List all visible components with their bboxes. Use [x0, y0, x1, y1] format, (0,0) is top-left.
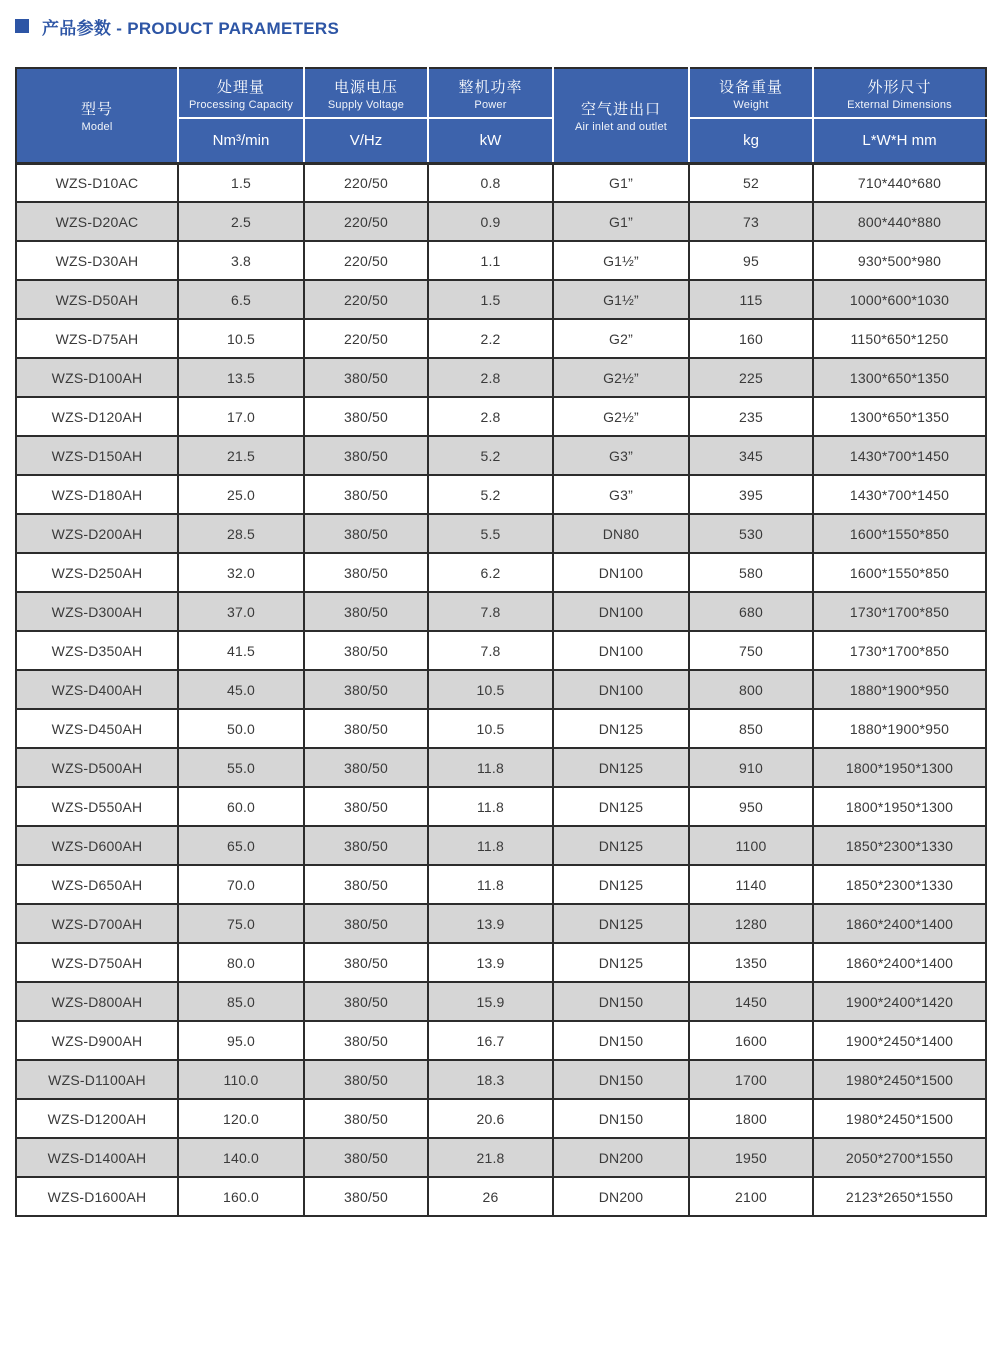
cell-dimensions: 2123*2650*1550: [813, 1177, 986, 1216]
table-row: [16, 748, 986, 787]
cell-air_inlet_outlet: DN125: [553, 865, 689, 904]
cell-air_inlet_outlet: DN125: [553, 787, 689, 826]
cell-voltage: 220/50: [304, 202, 428, 241]
cell-capacity: 65.0: [178, 826, 304, 865]
table-row: [16, 1138, 986, 1177]
cell-capacity: 25.0: [178, 475, 304, 514]
cell-air_inlet_outlet: DN200: [553, 1138, 689, 1177]
cell-weight: 680: [689, 592, 813, 631]
cell-weight: 1600: [689, 1021, 813, 1060]
cell-dimensions: 1860*2400*1400: [813, 943, 986, 982]
cell-power: 21.8: [428, 1138, 553, 1177]
cell-dimensions: 1900*2400*1420: [813, 982, 986, 1021]
cell-model: WZS-D250AH: [16, 553, 178, 592]
cell-air_inlet_outlet: DN150: [553, 1099, 689, 1138]
cell-power: 5.2: [428, 436, 553, 475]
table-header: [16, 68, 986, 163]
cell-power: 2.8: [428, 358, 553, 397]
cell-weight: 95: [689, 241, 813, 280]
cell-power: 1.1: [428, 241, 553, 280]
cell-voltage: 220/50: [304, 163, 428, 202]
cell-voltage: 380/50: [304, 514, 428, 553]
header-power-zh: 整机功率: [458, 78, 523, 96]
cell-voltage: 380/50: [304, 748, 428, 787]
cell-weight: 1450: [689, 982, 813, 1021]
cell-model: WZS-D650AH: [16, 865, 178, 904]
cell-model: WZS-D30AH: [16, 241, 178, 280]
table-row: [16, 514, 986, 553]
table-row: [16, 358, 986, 397]
cell-voltage: 380/50: [304, 358, 428, 397]
header-weight: [689, 68, 813, 118]
unit-dimensions: L*W*H mm: [813, 118, 986, 163]
header-model: [16, 68, 178, 163]
cell-capacity: 95.0: [178, 1021, 304, 1060]
cell-capacity: 60.0: [178, 787, 304, 826]
cell-model: WZS-D200AH: [16, 514, 178, 553]
cell-capacity: 13.5: [178, 358, 304, 397]
cell-voltage: 380/50: [304, 865, 428, 904]
cell-voltage: 380/50: [304, 982, 428, 1021]
header-power: [428, 68, 553, 118]
cell-air_inlet_outlet: DN125: [553, 748, 689, 787]
table-row: [16, 475, 986, 514]
cell-voltage: 380/50: [304, 826, 428, 865]
cell-voltage: 380/50: [304, 475, 428, 514]
cell-voltage: 220/50: [304, 241, 428, 280]
table-row: [16, 202, 986, 241]
header-voltage-en: Supply Voltage: [327, 98, 405, 111]
cell-capacity: 70.0: [178, 865, 304, 904]
header-voltage-zh: 电源电压: [333, 78, 398, 96]
cell-air_inlet_outlet: DN100: [553, 670, 689, 709]
cell-power: 10.5: [428, 670, 553, 709]
table-row: [16, 553, 986, 592]
title-square-bullet-icon: [15, 19, 29, 33]
table-row: [16, 1177, 986, 1216]
header-air-zh: 空气进出口: [580, 100, 661, 118]
cell-model: WZS-D400AH: [16, 670, 178, 709]
cell-voltage: 380/50: [304, 787, 428, 826]
cell-voltage: 220/50: [304, 280, 428, 319]
cell-air_inlet_outlet: G2½”: [553, 397, 689, 436]
cell-voltage: 380/50: [304, 1021, 428, 1060]
cell-capacity: 140.0: [178, 1138, 304, 1177]
cell-air_inlet_outlet: DN100: [553, 631, 689, 670]
cell-capacity: 1.5: [178, 163, 304, 202]
cell-weight: 1950: [689, 1138, 813, 1177]
cell-power: 11.8: [428, 787, 553, 826]
cell-power: 13.9: [428, 943, 553, 982]
cell-weight: 115: [689, 280, 813, 319]
cell-power: 5.5: [428, 514, 553, 553]
cell-weight: 52: [689, 163, 813, 202]
cell-weight: 160: [689, 319, 813, 358]
cell-dimensions: 800*440*880: [813, 202, 986, 241]
header-model-en: Model: [81, 120, 113, 133]
cell-weight: 73: [689, 202, 813, 241]
cell-air_inlet_outlet: G1”: [553, 163, 689, 202]
cell-dimensions: 1800*1950*1300: [813, 748, 986, 787]
cell-air_inlet_outlet: G3”: [553, 475, 689, 514]
cell-voltage: 380/50: [304, 1060, 428, 1099]
cell-dimensions: 1880*1900*950: [813, 670, 986, 709]
cell-model: WZS-D20AC: [16, 202, 178, 241]
cell-weight: 225: [689, 358, 813, 397]
cell-power: 13.9: [428, 904, 553, 943]
cell-model: WZS-D750AH: [16, 943, 178, 982]
cell-weight: 395: [689, 475, 813, 514]
cell-capacity: 75.0: [178, 904, 304, 943]
cell-model: WZS-D120AH: [16, 397, 178, 436]
cell-air_inlet_outlet: G3”: [553, 436, 689, 475]
cell-dimensions: 1150*650*1250: [813, 319, 986, 358]
cell-dimensions: 1980*2450*1500: [813, 1060, 986, 1099]
cell-capacity: 160.0: [178, 1177, 304, 1216]
cell-model: WZS-D350AH: [16, 631, 178, 670]
cell-dimensions: 1730*1700*850: [813, 631, 986, 670]
cell-model: WZS-D450AH: [16, 709, 178, 748]
cell-air_inlet_outlet: DN150: [553, 1060, 689, 1099]
header-dimensions-zh: 外形尺寸: [867, 78, 932, 96]
cell-weight: 1280: [689, 904, 813, 943]
header-dimensions-en: External Dimensions: [847, 98, 952, 111]
cell-power: 10.5: [428, 709, 553, 748]
cell-voltage: 380/50: [304, 943, 428, 982]
cell-weight: 530: [689, 514, 813, 553]
cell-power: 0.8: [428, 163, 553, 202]
cell-model: WZS-D1200AH: [16, 1099, 178, 1138]
cell-model: WZS-D10AC: [16, 163, 178, 202]
cell-voltage: 380/50: [304, 553, 428, 592]
cell-model: WZS-D150AH: [16, 436, 178, 475]
cell-voltage: 380/50: [304, 631, 428, 670]
cell-capacity: 32.0: [178, 553, 304, 592]
cell-capacity: 55.0: [178, 748, 304, 787]
cell-air_inlet_outlet: DN150: [553, 1021, 689, 1060]
table-row: [16, 787, 986, 826]
cell-model: WZS-D100AH: [16, 358, 178, 397]
cell-air_inlet_outlet: DN125: [553, 709, 689, 748]
header-air-inlet-outlet: [553, 68, 689, 163]
cell-voltage: 380/50: [304, 436, 428, 475]
header-air-en: Air inlet and outlet: [574, 120, 668, 133]
cell-weight: 1350: [689, 943, 813, 982]
cell-air_inlet_outlet: DN125: [553, 904, 689, 943]
header-capacity: [178, 68, 304, 118]
cell-air_inlet_outlet: G2”: [553, 319, 689, 358]
cell-voltage: 220/50: [304, 319, 428, 358]
cell-dimensions: 1300*650*1350: [813, 397, 986, 436]
cell-power: 20.6: [428, 1099, 553, 1138]
cell-power: 11.8: [428, 865, 553, 904]
unit-voltage: V/Hz: [304, 118, 428, 163]
cell-model: WZS-D1100AH: [16, 1060, 178, 1099]
cell-dimensions: 1880*1900*950: [813, 709, 986, 748]
cell-weight: 850: [689, 709, 813, 748]
unit-capacity: Nm³/min: [178, 118, 304, 163]
cell-dimensions: 1730*1700*850: [813, 592, 986, 631]
cell-air_inlet_outlet: DN125: [553, 943, 689, 982]
cell-air_inlet_outlet: DN150: [553, 982, 689, 1021]
cell-air_inlet_outlet: DN80: [553, 514, 689, 553]
table-row: [16, 163, 986, 202]
cell-model: WZS-D1600AH: [16, 1177, 178, 1216]
cell-capacity: 2.5: [178, 202, 304, 241]
cell-model: WZS-D75AH: [16, 319, 178, 358]
cell-model: WZS-D50AH: [16, 280, 178, 319]
cell-weight: 580: [689, 553, 813, 592]
cell-dimensions: 1600*1550*850: [813, 553, 986, 592]
cell-voltage: 380/50: [304, 397, 428, 436]
cell-power: 5.2: [428, 475, 553, 514]
cell-power: 11.8: [428, 748, 553, 787]
header-weight-zh: 设备重量: [718, 78, 783, 96]
cell-weight: 800: [689, 670, 813, 709]
cell-power: 2.2: [428, 319, 553, 358]
cell-weight: 345: [689, 436, 813, 475]
cell-model: WZS-D600AH: [16, 826, 178, 865]
cell-dimensions: 1800*1950*1300: [813, 787, 986, 826]
cell-weight: 750: [689, 631, 813, 670]
cell-capacity: 110.0: [178, 1060, 304, 1099]
cell-dimensions: 710*440*680: [813, 163, 986, 202]
cell-capacity: 45.0: [178, 670, 304, 709]
header-dimensions: [813, 68, 986, 118]
cell-model: WZS-D500AH: [16, 748, 178, 787]
table-body: [16, 163, 986, 1216]
table-row: [16, 631, 986, 670]
cell-model: WZS-D900AH: [16, 1021, 178, 1060]
cell-air_inlet_outlet: G1”: [553, 202, 689, 241]
cell-power: 7.8: [428, 631, 553, 670]
cell-voltage: 380/50: [304, 1099, 428, 1138]
cell-weight: 1140: [689, 865, 813, 904]
cell-dimensions: 1860*2400*1400: [813, 904, 986, 943]
cell-voltage: 380/50: [304, 709, 428, 748]
cell-weight: 1800: [689, 1099, 813, 1138]
cell-dimensions: 1430*700*1450: [813, 475, 986, 514]
cell-dimensions: 930*500*980: [813, 241, 986, 280]
table-row: [16, 1099, 986, 1138]
cell-model: WZS-D800AH: [16, 982, 178, 1021]
header-capacity-zh: 处理量: [216, 78, 265, 96]
table-row: [16, 397, 986, 436]
cell-dimensions: 1000*600*1030: [813, 280, 986, 319]
cell-weight: 2100: [689, 1177, 813, 1216]
header-power-en: Power: [474, 98, 507, 111]
cell-voltage: 380/50: [304, 670, 428, 709]
cell-capacity: 17.0: [178, 397, 304, 436]
cell-air_inlet_outlet: G2½”: [553, 358, 689, 397]
unit-weight: kg: [689, 118, 813, 163]
cell-weight: 910: [689, 748, 813, 787]
cell-capacity: 37.0: [178, 592, 304, 631]
cell-air_inlet_outlet: DN100: [553, 553, 689, 592]
table-row: [16, 670, 986, 709]
cell-dimensions: 1300*650*1350: [813, 358, 986, 397]
cell-voltage: 380/50: [304, 904, 428, 943]
unit-power: kW: [428, 118, 553, 163]
cell-dimensions: 1430*700*1450: [813, 436, 986, 475]
cell-capacity: 50.0: [178, 709, 304, 748]
cell-air_inlet_outlet: DN100: [553, 592, 689, 631]
cell-voltage: 380/50: [304, 592, 428, 631]
cell-weight: 235: [689, 397, 813, 436]
cell-power: 18.3: [428, 1060, 553, 1099]
cell-dimensions: 1850*2300*1330: [813, 826, 986, 865]
table-row: [16, 319, 986, 358]
cell-capacity: 6.5: [178, 280, 304, 319]
cell-weight: 1700: [689, 1060, 813, 1099]
cell-dimensions: 1900*2450*1400: [813, 1021, 986, 1060]
product-parameters-table: [15, 67, 987, 1217]
cell-capacity: 41.5: [178, 631, 304, 670]
cell-capacity: 10.5: [178, 319, 304, 358]
cell-capacity: 21.5: [178, 436, 304, 475]
cell-capacity: 80.0: [178, 943, 304, 982]
table-row: [16, 826, 986, 865]
cell-capacity: 120.0: [178, 1099, 304, 1138]
cell-power: 1.5: [428, 280, 553, 319]
cell-model: WZS-D700AH: [16, 904, 178, 943]
cell-power: 6.2: [428, 553, 553, 592]
cell-voltage: 380/50: [304, 1177, 428, 1216]
cell-air_inlet_outlet: G1½”: [553, 280, 689, 319]
cell-power: 0.9: [428, 202, 553, 241]
cell-dimensions: 1980*2450*1500: [813, 1099, 986, 1138]
cell-power: 2.8: [428, 397, 553, 436]
table-row: [16, 1060, 986, 1099]
page-title: 产品参数 - PRODUCT PARAMETERS: [42, 18, 340, 38]
cell-air_inlet_outlet: DN200: [553, 1177, 689, 1216]
cell-weight: 1100: [689, 826, 813, 865]
cell-power: 15.9: [428, 982, 553, 1021]
cell-model: WZS-D1400AH: [16, 1138, 178, 1177]
header-model-zh: 型号: [80, 100, 113, 118]
table-row: [16, 709, 986, 748]
table-row: [16, 592, 986, 631]
cell-weight: 950: [689, 787, 813, 826]
table-row: [16, 943, 986, 982]
cell-air_inlet_outlet: G1½”: [553, 241, 689, 280]
table-row: [16, 904, 986, 943]
cell-capacity: 85.0: [178, 982, 304, 1021]
cell-power: 11.8: [428, 826, 553, 865]
header-weight-en: Weight: [733, 98, 769, 111]
table-row: [16, 280, 986, 319]
cell-dimensions: 2050*2700*1550: [813, 1138, 986, 1177]
table-row: [16, 865, 986, 904]
cell-model: WZS-D300AH: [16, 592, 178, 631]
cell-dimensions: 1600*1550*850: [813, 514, 986, 553]
cell-model: WZS-D180AH: [16, 475, 178, 514]
table-row: [16, 1021, 986, 1060]
cell-power: 26: [428, 1177, 553, 1216]
cell-capacity: 3.8: [178, 241, 304, 280]
cell-voltage: 380/50: [304, 1138, 428, 1177]
table-row: [16, 241, 986, 280]
cell-power: 7.8: [428, 592, 553, 631]
cell-capacity: 28.5: [178, 514, 304, 553]
header-capacity-en: Processing Capacity: [188, 98, 294, 111]
table-row: [16, 436, 986, 475]
section-header: [15, 14, 985, 38]
header-voltage: [304, 68, 428, 118]
table-row: [16, 982, 986, 1021]
cell-power: 16.7: [428, 1021, 553, 1060]
cell-model: WZS-D550AH: [16, 787, 178, 826]
cell-dimensions: 1850*2300*1330: [813, 865, 986, 904]
cell-air_inlet_outlet: DN125: [553, 826, 689, 865]
